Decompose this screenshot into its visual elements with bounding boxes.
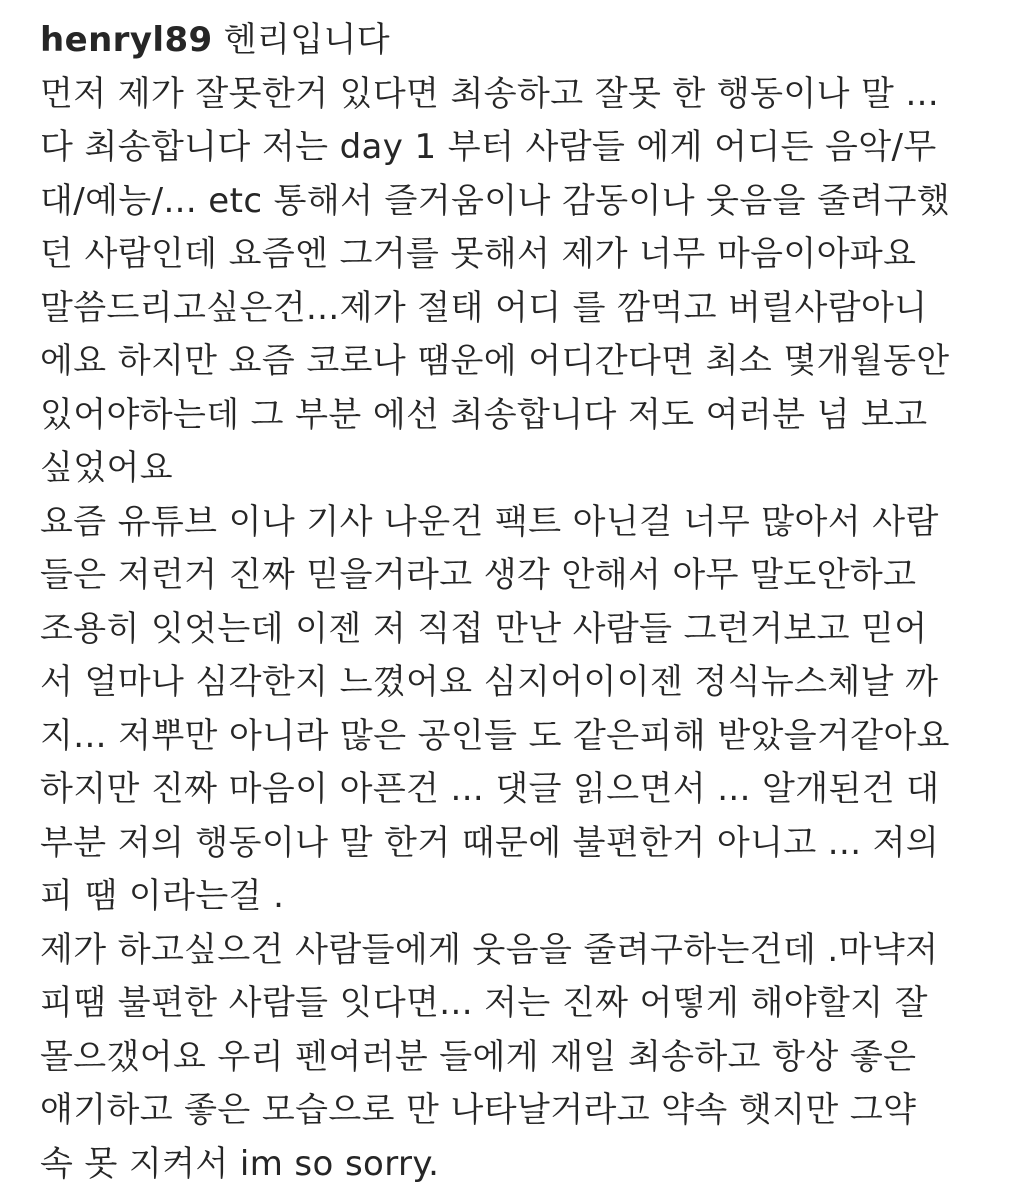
caption-line: 다 최송합니다 저는 day 1 부터 사람들 에게 어디든 음악/무: [40, 121, 1010, 175]
caption-line: 부분 저의 행동이나 말 한거 때문에 불편한거 아니고 ... 저의: [40, 817, 1010, 871]
caption-line: 서 얼마나 심각한지 느꼈어요 심지어이이젠 정식뉴스체날 까: [40, 656, 1010, 710]
post-caption: [40, 14, 1010, 1191]
caption-line: 제가 하고싶으건 사람들에게 웃음을 줄려구하는건데 .마냑저: [40, 924, 1010, 978]
caption-line: 요즘 유튜브 이나 기사 나운건 팩트 아닌걸 너무 많아서 사람: [40, 496, 1010, 550]
caption-line: 들은 저런거 진짜 믿을거라고 생각 안해서 아무 말도안하고: [40, 549, 1010, 603]
caption-line: 속 못 지켜서 im so sorry.: [40, 1138, 1010, 1191]
caption-line: 얘기하고 좋은 모습으로 만 나타날거라고 약속 햇지만 그약: [40, 1084, 1010, 1138]
caption-line: [40, 14, 1010, 68]
caption-line: 피 땜 이라는걸 .: [40, 870, 1010, 924]
caption-line: 대/예능/... etc 통해서 즐거움이나 감동이나 웃음을 줄려구했: [40, 175, 1010, 229]
caption-line: 말씀드리고싶은건...제가 절태 어디 를 깜먹고 버릴사람아니: [40, 282, 1010, 336]
caption-line: 있어야하는데 그 부분 에선 최송합니다 저도 여러분 넘 보고: [40, 389, 1010, 443]
caption-line: 피땜 불편한 사람들 잇다면... 저는 진짜 어떻게 해야할지 잘: [40, 977, 1010, 1031]
username-link[interactable]: henryl89: [40, 20, 213, 60]
caption-line: 지... 저뿌만 아니라 많은 공인들 도 같은피해 받았을거같아요: [40, 710, 1010, 764]
caption-line: 싶었어요: [40, 442, 1010, 496]
caption-line: 몰으갰어요 우리 펜여러분 들에게 재일 최송하고 항상 좋은: [40, 1031, 1010, 1085]
caption-line: 에요 하지만 요즘 코로나 땜운에 어디간다면 최소 몇개월동안: [40, 335, 1010, 389]
caption-line: 조용히 잇엇는데 이젠 저 직접 만난 사람들 그런거보고 믿어: [40, 603, 1010, 657]
caption-text: 헨리입니다: [213, 20, 390, 60]
caption-line: 던 사람인데 요즘엔 그거를 못해서 제가 너무 마음이아파요: [40, 228, 1010, 282]
caption-line: 하지만 진짜 마음이 아픈건 ... 댓글 읽으면서 ... 알개된건 대: [40, 763, 1010, 817]
caption-line: 먼저 제가 잘못한거 있다면 최송하고 잘못 한 행동이나 말 ...: [40, 68, 1010, 122]
